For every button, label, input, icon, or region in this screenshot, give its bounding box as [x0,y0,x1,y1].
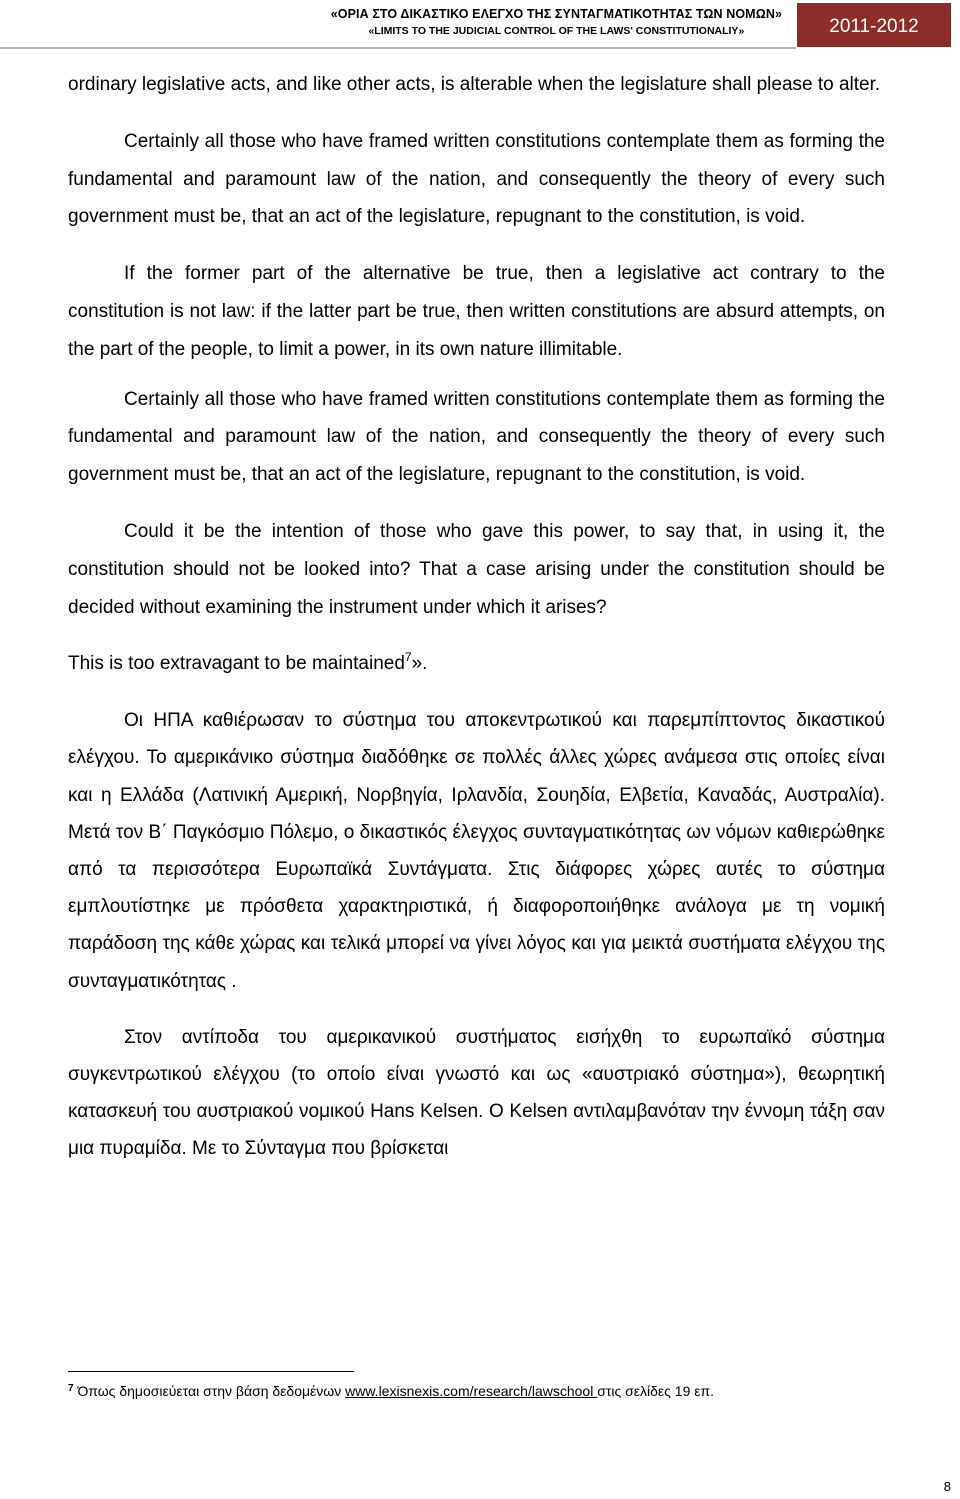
paragraph-4: Certainly all those who have framed written constitutions contemplate them as forming the fundamental and paramount law of the nation, and consequently the theory of every such government must be, that an act of the legislature, repugnant to the constitution, is void. [68,388,885,486]
footnote-number: 7 [68,1383,74,1394]
page-number: 8 [943,1479,951,1494]
paragraph-5: Could it be the intention of those who gave this power, to say that, in using it, the constitution should not be looked into? That a case arising under the constitution should be decided without examining the instrument under which it arises? [68,520,885,618]
footnote-text-end: στις σελίδες 19 επ. [597,1383,715,1399]
paragraph-2: Certainly all those who have framed written constitutions contemplate them as forming the fundamental and paramount law of the nation, and consequently the theory of every such government must be, that an act of the legislature, repugnant to the constitution, is void. [68,130,885,228]
paragraph-1: ordinary legislative acts, and like other acts, is alterable when the legislature shall please to alter. [68,74,881,95]
document-body [68,66,885,1168]
paragraph-6-end: ». [411,653,428,675]
paragraph-6 [68,645,885,683]
paragraph-7: Οι ΗΠΑ καθιέρωσαν το σύστημα του αποκεντρωτικού και παρεμπίπτοντος δικαστικού ελέγχου. Το αμερικάνικο σύστημα διαδόθηκε σε πολλές άλλες χώρες ανάμεσα στις οποίες είναι και η Ελλάδα (Λατινική Αμερική, Νορβηγία, Ιρλανδία, Σουηδία, Ελβετία, Καναδάς, Αυστραλία). Μετά τον Β΄ Παγκόσμιο Πόλεμο, ο δικαστικός έλεγχος συνταγματικότητας ων νόμων καθιερώθηκε από τα περισσότερα Ευρωπαϊκά Συντάγματα. Στις διάφορες χώρες αυτές το σύστημα εμπλουτίστηκε με πρόσθετα χαρακτηριστικά, ή διαφοροποιήθηκε ανάλογα με τη νομική παράδοση της κάθε χώρας και τελικά μπορεί να γίνει λόγος και για μεικτά συστήματα ελέγχου της συνταγματικότητας . [68,710,885,992]
paragraph-8: Στον αντίποδα του αμερικανικού συστήματος εισήχθη το ευρωπαϊκό σύστημα συγκεντρωτικού ελέγχου (το οποίο είναι γνωστό και ως «αυστριακό σύστημα»), θεωρητική κατασκευή του αυστριακού νομικού Hans Kelsen. Ο Kelsen αντιλαμβανόταν την έννομη τάξη σαν μια πυραμίδα. Με το Σύνταγμα που βρίσκεται [68,1026,885,1160]
footnote-link[interactable]: www.lexisnexis.com/research/lawschool [345,1383,598,1399]
header-title [331,6,782,39]
footnote-divider [68,1371,354,1372]
footnote [68,1381,714,1401]
header-year-badge: 2011-2012 [797,3,951,47]
footnote-reference[interactable]: 7 [404,650,412,665]
paragraph-3: If the former part of the alternative be true, then a legislative act contrary to the constitution is not law: if the latter part be true, then written constitutions are absurd attempts, on the part of the people, to limit a power, in its own nature illimitable. [68,263,885,360]
paragraph-6-text: This is too extravagant to be maintained [68,653,405,675]
header-title-greek: «ΟΡΙΑ ΣΤΟ ΔΙΚΑΣΤΙΚΟ ΕΛΕΓΧΟ ΤΗΣ ΣΥΝΤΑΓΜΑΤΙΚΟΤΗΤΑΣ ΤΩΝ ΝΟΜΩΝ» [330,7,782,21]
footnote-text: Όπως δημοσιεύεται στην βάση δεδομένων [73,1383,346,1399]
header-title-english: «LIMITS TO THE JUDICIAL CONTROL OF THE LAWS' CONSTITUTIONALIY» [368,25,745,37]
header-divider [0,47,796,49]
page-header [0,0,960,48]
